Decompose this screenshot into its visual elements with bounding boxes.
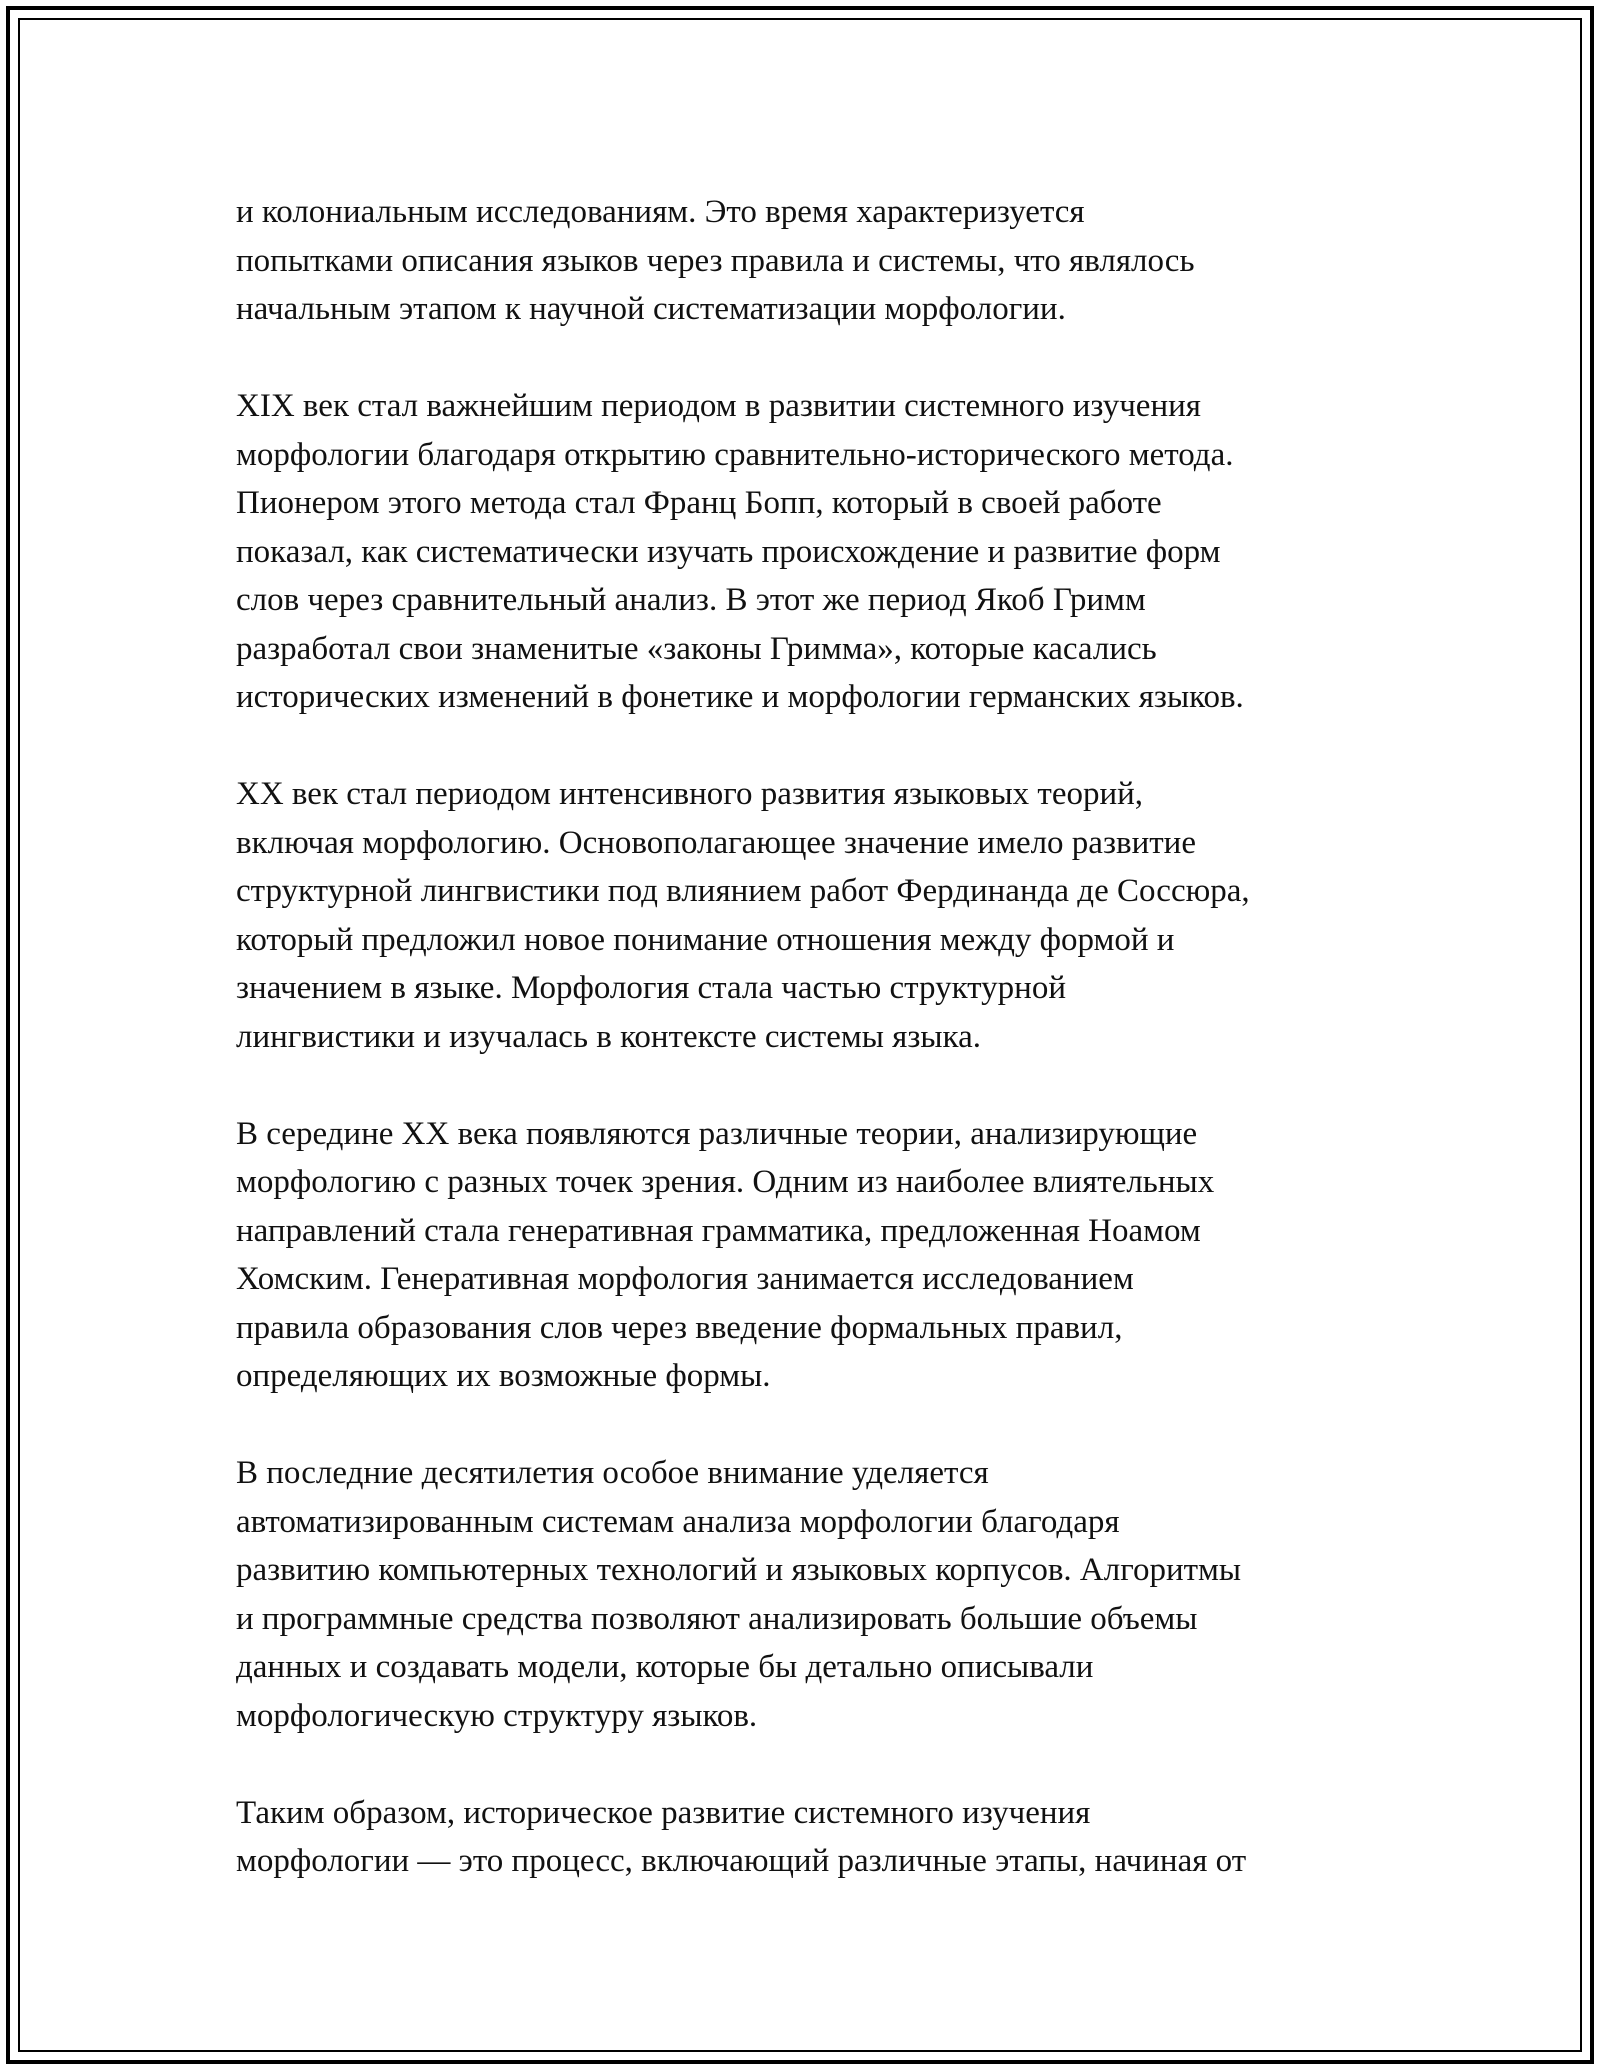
text-line: морфологическую структуру языков. xyxy=(236,1697,758,1734)
text-line: В середине XX века появляются различные теории, анализирующие xyxy=(236,1115,1198,1152)
paragraph xyxy=(236,1449,1376,1740)
text-line: и колониальным исследованиям. Это время характеризуется xyxy=(236,194,1085,230)
paragraph xyxy=(236,770,1376,1061)
text-line: Хомским. Генеративная морфология занимается исследованием xyxy=(236,1261,1134,1297)
paragraph xyxy=(236,188,1376,334)
text-line: значением в языке. Морфология стала частью структурной xyxy=(236,970,1066,1006)
text-line: начальным этапом к научной систематизации морфологии. xyxy=(236,291,1066,327)
paragraph xyxy=(236,382,1376,722)
text-line: правила образования слов через введение формальных правил, xyxy=(236,1309,1123,1346)
text-line: направлений стала генеративная грамматика, предложенная Ноамом xyxy=(236,1212,1201,1249)
text-line: и программные средства позволяют анализировать большие объемы xyxy=(236,1600,1198,1637)
text-line: определяющих их возможные формы. xyxy=(236,1358,771,1394)
text-line: XIX век стал важнейшим периодом в развитии системного изучения xyxy=(236,388,1201,424)
text-line: лингвистики и изучалась в контексте системы языка. xyxy=(236,1018,981,1055)
text-line: В последние десятилетия особое внимание уделяется xyxy=(236,1455,989,1491)
text-line: который предложил новое понимание отношения между формой и xyxy=(236,921,1175,958)
text-line: Таким образом, историческое развитие системного изучения xyxy=(236,1794,1091,1831)
document-body xyxy=(236,188,1376,1934)
text-line: Пионером этого метода стал Франц Бопп, который в своей работе xyxy=(236,485,1162,521)
text-line: показал, как систематически изучать происхождение и развитие форм xyxy=(236,533,1221,570)
text-line: данных и создавать модели, которые бы детально описывали xyxy=(236,1649,1094,1685)
text-line: XX век стал периодом интенсивного развития языковых теорий, xyxy=(236,776,1144,812)
text-line: включая морфологию. Основополагающее значение имело развитие xyxy=(236,824,1196,861)
paragraph xyxy=(236,1110,1376,1401)
paragraph xyxy=(236,1789,1376,1886)
text-line: слов через сравнительный анализ. В этот же период Якоб Гримм xyxy=(236,582,1146,618)
text-line: исторических изменений в фонетике и морфологии германских языков. xyxy=(236,679,1244,715)
text-line: морфологии благодаря открытию сравнительно-исторического метода. xyxy=(236,436,1234,473)
text-line: попытками описания языков через правила и системы, что являлось xyxy=(236,242,1195,279)
text-line: структурной лингвистики под влиянием работ Фердинанда де Соссюра, xyxy=(236,873,1250,909)
text-line: морфологию с разных точек зрения. Одним из наиболее влиятельных xyxy=(236,1164,1215,1200)
text-line: развитию компьютерных технологий и языковых корпусов. Алгоритмы xyxy=(236,1552,1242,1588)
text-line: морфологии — это процесс, включающий различные этапы, начиная от xyxy=(236,1843,1247,1879)
text-line: автоматизированным системам анализа морфологии благодаря xyxy=(236,1503,1120,1540)
text-line: разработал свои знаменитые «законы Гримма», которые касались xyxy=(236,630,1157,667)
